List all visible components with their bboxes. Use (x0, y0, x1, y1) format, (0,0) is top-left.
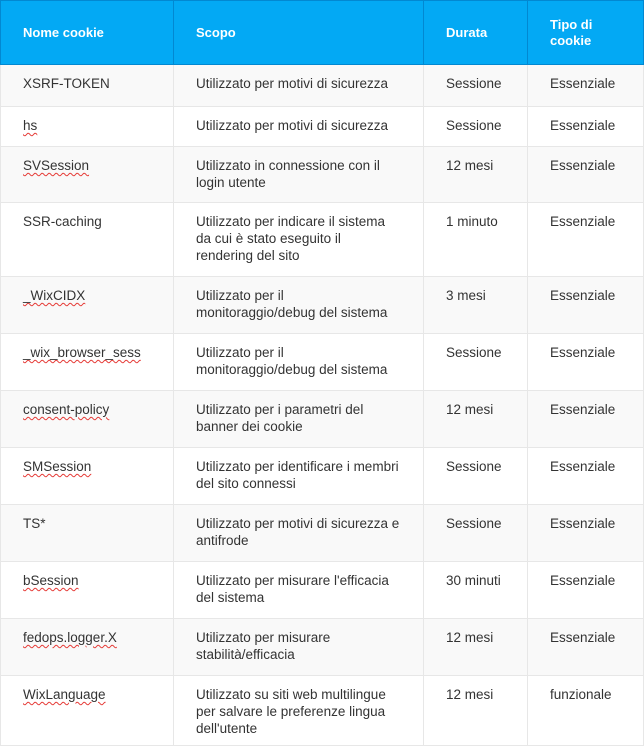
cell-duration: 12 mesi (424, 676, 528, 746)
cell-scope: Utilizzato per il monitoraggio/debug del sistema (174, 334, 424, 391)
cell-duration: Sessione (424, 107, 528, 147)
cell-scope: Utilizzato in connessione con il login utente (174, 147, 424, 203)
cell-cookie-type: Essenziale (528, 619, 644, 676)
cell-cookie-name (1, 277, 174, 334)
cell-scope: Utilizzato per motivi di sicurezza (174, 65, 424, 107)
cell-scope: Utilizzato per indicare il sistema da cui è stato eseguito il rendering del sito (174, 203, 424, 277)
cell-duration: Sessione (424, 65, 528, 107)
header-duration: Durata (424, 1, 528, 65)
cell-cookie-type: Essenziale (528, 562, 644, 619)
cell-cookie-name (1, 65, 174, 107)
cell-duration: 30 minuti (424, 562, 528, 619)
cell-duration: 12 mesi (424, 619, 528, 676)
cell-cookie-type: Essenziale (528, 277, 644, 334)
cell-cookie-name (1, 448, 174, 505)
cell-scope: Utilizzato per misurare stabilità/efficacia (174, 619, 424, 676)
cell-cookie-type: Essenziale (528, 448, 644, 505)
cell-cookie-name (1, 676, 174, 746)
table-row (1, 277, 644, 334)
cell-cookie-type: Essenziale (528, 334, 644, 391)
cell-duration: Sessione (424, 448, 528, 505)
cell-cookie-type: Essenziale (528, 505, 644, 562)
cell-scope: Utilizzato per misurare l'efficacia del sistema (174, 562, 424, 619)
cookie-name-text: SSR-caching (23, 214, 102, 229)
table-header-row (1, 1, 644, 65)
header-cookie-type: Tipo di cookie (528, 1, 644, 65)
table-row (1, 448, 644, 505)
cell-duration: 1 minuto (424, 203, 528, 277)
table-row (1, 107, 644, 147)
cell-scope: Utilizzato per motivi di sicurezza (174, 107, 424, 147)
cell-cookie-type: Essenziale (528, 203, 644, 277)
cell-cookie-name (1, 107, 174, 147)
cookie-name-text: bSession (23, 573, 79, 588)
cell-duration: 3 mesi (424, 277, 528, 334)
cell-cookie-type: Essenziale (528, 107, 644, 147)
cookie-name-text: SVSession (23, 158, 90, 173)
cell-cookie-name (1, 147, 174, 203)
cell-duration: 12 mesi (424, 391, 528, 448)
cell-duration: 12 mesi (424, 147, 528, 203)
cell-duration: Sessione (424, 505, 528, 562)
cell-cookie-name (1, 619, 174, 676)
cell-cookie-name (1, 391, 174, 448)
cell-cookie-type: funzionale (528, 676, 644, 746)
cookie-name-text: hs (23, 118, 38, 133)
table-row (1, 65, 644, 107)
header-scope: Scopo (174, 1, 424, 65)
cookie-name-text: fedops.logger.X (23, 630, 117, 645)
cookie-name-text: _WixCIDX (23, 288, 86, 303)
cell-cookie-type: Essenziale (528, 391, 644, 448)
table-row (1, 676, 644, 746)
cell-scope: Utilizzato per identificare i membri del sito connessi (174, 448, 424, 505)
cell-cookie-name (1, 334, 174, 391)
table-row (1, 334, 644, 391)
table-row (1, 147, 644, 203)
cell-scope: Utilizzato per i parametri del banner dei cookie (174, 391, 424, 448)
cookie-name-text: WixLanguage (23, 687, 106, 702)
cookie-name-text: _wix_browser_sess (23, 345, 141, 360)
cell-cookie-type: Essenziale (528, 147, 644, 203)
cookie-name-text: TS* (23, 516, 46, 531)
cookie-name-text: SMSession (23, 459, 92, 474)
cell-cookie-name (1, 505, 174, 562)
table-row (1, 562, 644, 619)
cell-cookie-type: Essenziale (528, 65, 644, 107)
cell-scope: Utilizzato per motivi di sicurezza e antifrode (174, 505, 424, 562)
cookie-name-text: consent-policy (23, 402, 110, 417)
table-row (1, 203, 644, 277)
cell-duration: Sessione (424, 334, 528, 391)
cell-scope: Utilizzato su siti web multilingue per salvare le preferenze lingua dell'utente (174, 676, 424, 746)
table-row (1, 505, 644, 562)
cookie-name-text: XSRF-TOKEN (23, 76, 110, 91)
cell-scope: Utilizzato per il monitoraggio/debug del sistema (174, 277, 424, 334)
header-cookie-name: Nome cookie (1, 1, 174, 65)
cell-cookie-name (1, 203, 174, 277)
cell-cookie-name (1, 562, 174, 619)
table-row (1, 619, 644, 676)
table-row (1, 391, 644, 448)
